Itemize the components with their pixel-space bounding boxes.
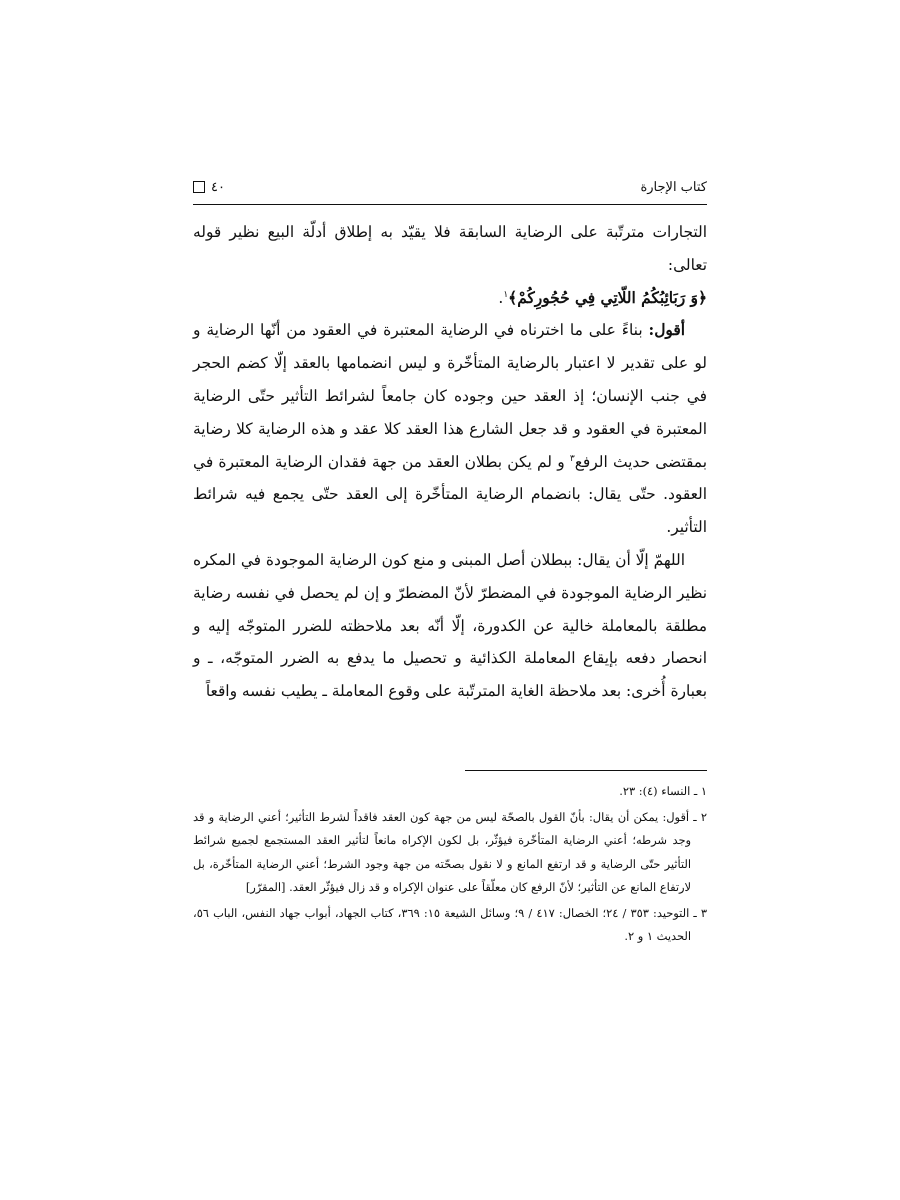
paragraph-2 bbox=[193, 282, 707, 315]
page-number: ٤٠ bbox=[211, 179, 225, 195]
footnote-3: ٣ ـ التوحيد: ٣٥٣ / ٢٤؛ الخصال: ٤١٧ / ٩؛ وسائل الشيعة ١٥: ٣٦٩، كتاب الجهاد، أبواب جهاد النفس، الباب ٥٦، الحديث ١ و ٢. bbox=[193, 905, 707, 943]
main-text bbox=[193, 216, 707, 736]
paragraph-3-text-b: و لم يكن بطلان العقد من جهة فقدان الرضاية المعتبرة في العقود. حتّى يقال: بانضمام الرضاية المتأخّرة إلى العقد حتّى يجمع فيه شرائط التأثير. bbox=[193, 452, 707, 537]
square-outline-icon bbox=[193, 181, 205, 193]
paragraph-2-end: . bbox=[498, 288, 504, 307]
paragraph-4-text: اللهمّ إلّا أن يقال: ببطلان أصل المبنى و منع كون الرضاية الموجودة في المكره نظير الرضاية الموجودة في المضطرّ لأنّ المضطرّ و إن لم يحصل في نفسه رضاية مطلقة بالمعاملة خالية عن الكدورة، إلّا أنّه بعد ملاحظته للضرر المتوجّه إليه و انحصار دفعه بإيقاع المعاملة الكذائية و تحصيل ما يدفع به الضرر المتوجّه، ـ و بعبارة أُخرى: بعد ملاحظة الغاية المترتّبة على وقوع المعاملة ـ يطيب نفسه واقعاً bbox=[193, 550, 707, 701]
paragraph-4 bbox=[193, 544, 707, 708]
footnote-2: ٢ ـ أقول: يمكن أن يقال: بأنّ القول بالصحّة ليس من جهة كون العقد فاقداً لشرط التأثير؛ أعني الرضاية و قد وجد شرطه؛ أعني الرضاية المتأخّرة فيؤثّر، بل لكون الإكراه مانعاً لتأثير العقد المستجمع لجميع شرائط التأثير حتّى الرضاية و قد ارتفع المانع و لا نقول بصحّته من جهة وجود الشرط؛ أعني الرضاية المتأخّرة، بل لارتفاع المانع عن التأثير؛ لأنّ الرفع كان معلّقاً على عنوان الإكراه و قد زال فيؤثّر العقد. [المقرّر] bbox=[193, 809, 707, 894]
footnote-ref-1[interactable]: ١ bbox=[503, 289, 509, 300]
paragraph-3-text-a: بناءً على ما اخترناه في الرضاية المعتبرة في العقود من أنّها الرضاية و لو على تقدير لا اعتبار بالرضاية المتأخّرة و ليس انضمامها بالعقد إلّا كضم الحجر في جنب الإنسان؛ إذ العقد حين وجوده كان جامعاً لشرائط التأثير حتّى الرضاية المعتبرة في العقود و قد جعل الشارع هذا العقد كلا عقد و هذه الرضاية كلا رضاية بمقتضى حديث الرفع bbox=[193, 321, 707, 471]
page-number-group bbox=[193, 180, 225, 195]
paragraph-3-lead: أقول: bbox=[648, 321, 685, 340]
header-rule bbox=[193, 204, 707, 205]
footnotes bbox=[193, 780, 707, 1050]
running-title: كتاب الإجارة bbox=[640, 179, 707, 195]
paragraph-3 bbox=[193, 314, 707, 544]
paragraph-1-text: التجارات مترتّبة على الرضاية السابقة فلا يقيّد به إطلاق أدلّة البيع نظير قوله تعالى: bbox=[193, 223, 707, 274]
footnote-ref-3[interactable]: ٣ bbox=[569, 453, 575, 464]
footnote-rule bbox=[465, 770, 707, 771]
page-header bbox=[193, 174, 707, 200]
quran-verse: ﴿وَ رَبَائِبُكُمُ اللّاتِي فِي حُجُورِكُمْ﴾ bbox=[508, 288, 707, 307]
paragraph-1 bbox=[193, 216, 707, 282]
footnote-1: ١ ـ النساء (٤): ٢٣. bbox=[619, 784, 707, 798]
